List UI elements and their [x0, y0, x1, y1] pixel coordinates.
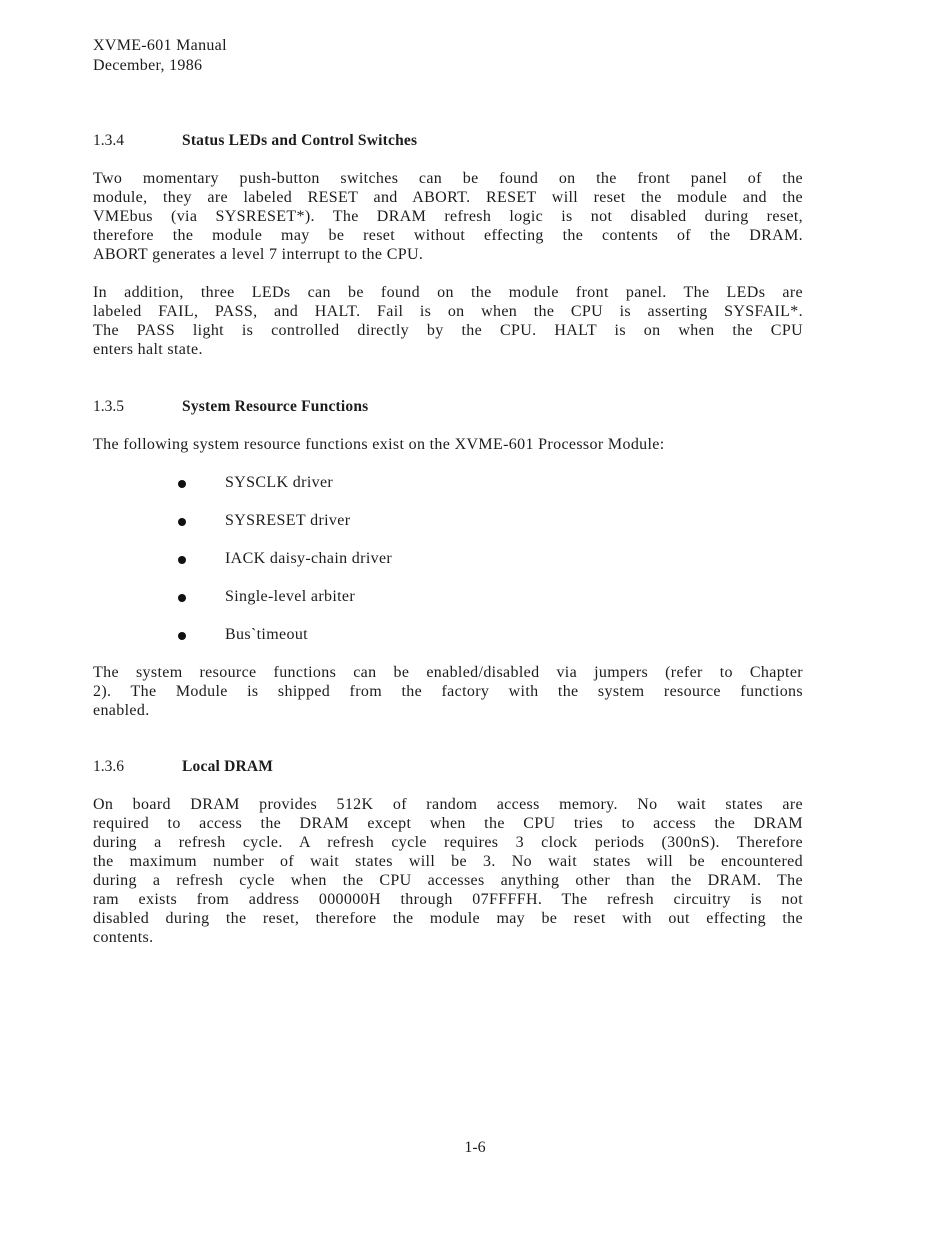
section-heading-1-3-4 [93, 131, 417, 151]
header-date: December, 1986 [93, 57, 203, 74]
bullet-icon [178, 480, 186, 488]
section-heading-1-3-5 [93, 397, 368, 417]
text-line: contents. [93, 929, 154, 946]
text-line: during a refresh cycle when the CPU accesses anything other than the DRAM. The [93, 872, 803, 889]
text-line: disabled during the reset, therefore the module may be reset with out effecting the [93, 910, 803, 927]
page-number: 1-6 [464, 1139, 486, 1156]
section-number: 1.3.5 [93, 398, 124, 415]
section-number: 1.3.4 [93, 132, 124, 149]
text-line: The following system resource functions exist on the XVME-601 Processor Module: [93, 436, 665, 453]
text-line: The system resource functions can be enabled/disabled via jumpers (refer to Chapter [93, 664, 803, 681]
page-header [93, 36, 227, 76]
bullet-icon [178, 518, 186, 526]
section-title: System Resource Functions [182, 398, 369, 415]
paragraph-control-switches [93, 169, 803, 264]
text-line: 2). The Module is shipped from the factory with the system resource functions [93, 683, 803, 700]
bullet-icon [178, 632, 186, 640]
text-line: therefore the module may be reset without effecting the contents of the DRAM. [93, 227, 803, 244]
text-line: VMEbus (via SYSRESET*). The DRAM refresh logic is not disabled during reset, [93, 208, 803, 225]
header-title: XVME-601 Manual [93, 37, 227, 54]
paragraph-resource-intro [93, 435, 803, 454]
text-line: enters halt state. [93, 341, 203, 358]
text-line: In addition, three LEDs can be found on the module front panel. The LEDs are [93, 284, 803, 301]
list-item-text: Bus`timeout [225, 626, 308, 643]
bullet-icon [178, 594, 186, 602]
text-line: during a refresh cycle. A refresh cycle requires 3 clock periods (300nS). Therefore [93, 834, 803, 851]
text-line: the maximum number of wait states will be 3. No wait states will be encountered [93, 853, 803, 870]
section-title: Local DRAM [182, 758, 274, 775]
text-line: Two momentary push-button switches can be found on the front panel of the [93, 170, 803, 187]
list-item-text: Single-level arbiter [225, 588, 356, 605]
section-title: Status LEDs and Control Switches [182, 132, 418, 149]
text-line: ram exists from address 000000H through 07FFFFH. The refresh circuitry is not [93, 891, 803, 908]
paragraph-local-dram [93, 795, 803, 947]
text-line: module, they are labeled RESET and ABORT. RESET will reset the module and the [93, 189, 803, 206]
paragraph-status-leds [93, 283, 803, 359]
text-line: enabled. [93, 702, 150, 719]
bullet-icon [178, 556, 186, 564]
list-item-text: SYSRESET driver [225, 512, 351, 529]
section-number: 1.3.6 [93, 758, 124, 775]
list-item-text: SYSCLK driver [225, 474, 334, 491]
paragraph-resource-jumpers [93, 663, 803, 720]
text-line: required to access the DRAM except when the CPU tries to access the DRAM [93, 815, 803, 832]
text-line: On board DRAM provides 512K of random access memory. No wait states are [93, 796, 803, 813]
section-heading-1-3-6 [93, 757, 273, 777]
text-line: labeled FAIL, PASS, and HALT. Fail is on when the CPU is asserting SYSFAIL*. [93, 303, 803, 320]
text-line: The PASS light is controlled directly by the CPU. HALT is on when the CPU [93, 322, 803, 339]
list-item-text: IACK daisy-chain driver [225, 550, 393, 567]
text-line: ABORT generates a level 7 interrupt to the CPU. [93, 246, 424, 263]
